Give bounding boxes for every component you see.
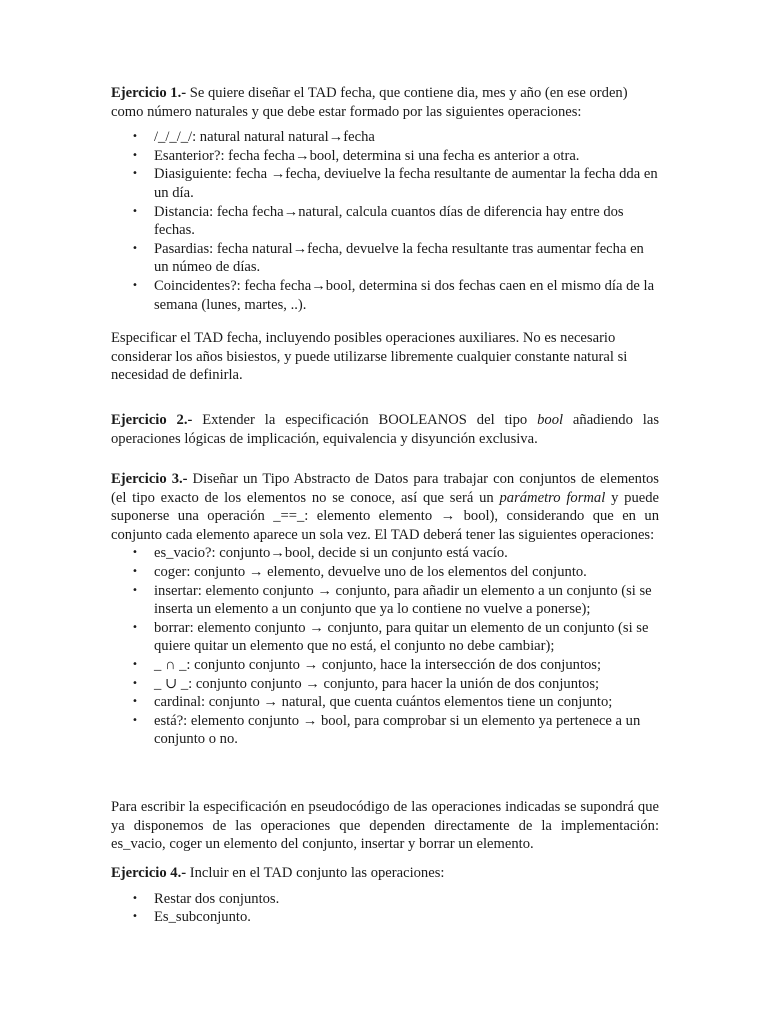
bullet-icon: • (132, 547, 138, 559)
bullet-icon: • (132, 205, 138, 217)
exercise-1-label: Ejercicio 1.- (111, 85, 187, 101)
list-item: • Es_subconjunto. (132, 909, 251, 926)
list-item: • Pasardias: fecha natural→fecha, devuelve la fecha resultante tras aumentar fecha en un númeo de días. (132, 240, 644, 276)
list-item: • _ ∩ _: conjunto conjunto → conjunto, hace la intersección de dos conjuntos; (132, 656, 602, 673)
exercise-3-closing (111, 798, 659, 854)
list-item: • Coincidentes?: fecha fecha→bool, determina si dos fechas caen en el mismo día de la semana (lunes, martes, ..). (132, 277, 655, 313)
list-item: • Diasiguiente: fecha →fecha, deviuelve la fecha resultante de aumentar la fecha dda en un día. (132, 166, 658, 201)
exercise-2-label: Ejercicio 2.- (111, 412, 193, 428)
list-item: • /_/_/_/: natural natural natural→fecha (132, 129, 375, 146)
exercise-1-closing-text: Especificar el TAD fecha, incluyendo posibles operaciones auxiliares. No es necesario considerar los años bisiestos, y puede utilizarse libremente cualquier constante natural si necesidad de definirla. (111, 330, 628, 384)
bullet-icon: • (132, 565, 138, 577)
exercise-3-closing-text: Para escribir la especificación en pseudocódigo de las operaciones indicadas se supondrá que ya disponemos de las operaciones que dependen directamente de la implementación: es_vacio, coger un elemento del conjunto, insertar y borrar un elemento. (111, 799, 659, 853)
list-item: • _ ∪ _: conjunto conjunto → conjunto, para hacer la unión de dos conjuntos; (132, 675, 600, 692)
list-item: • es_vacio?: conjunto→bool, decide si un conjunto está vacío. (132, 545, 508, 562)
list-item: • Restar dos conjuntos. (132, 890, 280, 907)
bullet-icon: • (132, 621, 138, 633)
bullet-icon: • (132, 131, 138, 143)
bullet-icon: • (132, 714, 138, 726)
bullet-icon: • (132, 696, 138, 708)
bullet-icon: • (132, 892, 138, 904)
bullet-icon: • (132, 658, 138, 670)
bullet-icon: • (132, 911, 138, 923)
list-item: • coger: conjunto → elemento, devuelve uno de los elementos del conjunto. (132, 563, 587, 580)
list-item: • insertar: elemento conjunto → conjunto, para añadir un elemento a un conjunto (si se inserta un elemento a un conjunto que ya lo contiene no vuelve a ponerse); (132, 582, 652, 618)
exercise-1 (111, 84, 659, 314)
exercise-2 (111, 411, 659, 448)
bullet-icon: • (132, 149, 138, 161)
exercise-4 (111, 864, 659, 927)
bullet-icon: • (132, 168, 138, 180)
exercise-3-operations-list (111, 544, 659, 749)
exercise-4-statement: Ejercicio 4.- Incluir en el TAD conjunto las operaciones: (111, 865, 445, 881)
exercise-1-operations-list (111, 128, 659, 314)
list-item: • Distancia: fecha fecha→natural, calcula cuantos días de diferencia hay entre dos fechas. (132, 203, 624, 239)
list-item: • cardinal: conjunto → natural, que cuenta cuántos elementos tiene un conjunto; (132, 694, 613, 711)
exercise-3 (111, 470, 659, 749)
bullet-icon: • (132, 584, 138, 596)
exercise-4-operations-list (111, 890, 659, 927)
bullet-icon: • (132, 677, 138, 689)
bullet-icon: • (132, 279, 138, 291)
bullet-icon: • (132, 242, 138, 254)
exercise-4-label: Ejercicio 4.- (111, 865, 187, 881)
list-item: • borrar: elemento conjunto → conjunto, para quitar un elemento de un conjunto (si se quiere quitar un elemento que no está, el conjunto no debe cambiar); (132, 619, 649, 655)
exercise-3-label: Ejercicio 3.- (111, 471, 188, 487)
exercise-1-statement (111, 84, 659, 121)
exercise-1-intro: Se quiere diseñar el TAD fecha, que contiene dia, mes y año (en ese orden) como número naturales y que debe estar formado por las siguientes operaciones: (111, 85, 628, 120)
exercise-3-statement: Ejercicio 3.- Diseñar un Tipo Abstracto de Datos para trabajar con conjuntos de elementos (el tipo exacto de los elementos no se conoce, así que será un parámetro formal y puede suponerse una operación _==_: elemento elemento → bool), considerando que en un conjunto cada elemento aparece un sola vez. El TAD deberá tener las siguientes operaciones: (111, 471, 659, 543)
list-item: • está?: elemento conjunto → bool, para comprobar si un elemento ya pertenece a un conjunto o no. (132, 712, 641, 748)
list-item: • Esanterior?: fecha fecha→bool, determina si una fecha es anterior a otra. (132, 147, 580, 164)
exercise-1-closing (111, 329, 659, 385)
exercise-2-statement: Ejercicio 2.- Extender la especificación BOOLEANOS del tipo bool añadiendo las operaciones lógicas de implicación, equivalencia y disyunción exclusiva. (111, 412, 659, 447)
